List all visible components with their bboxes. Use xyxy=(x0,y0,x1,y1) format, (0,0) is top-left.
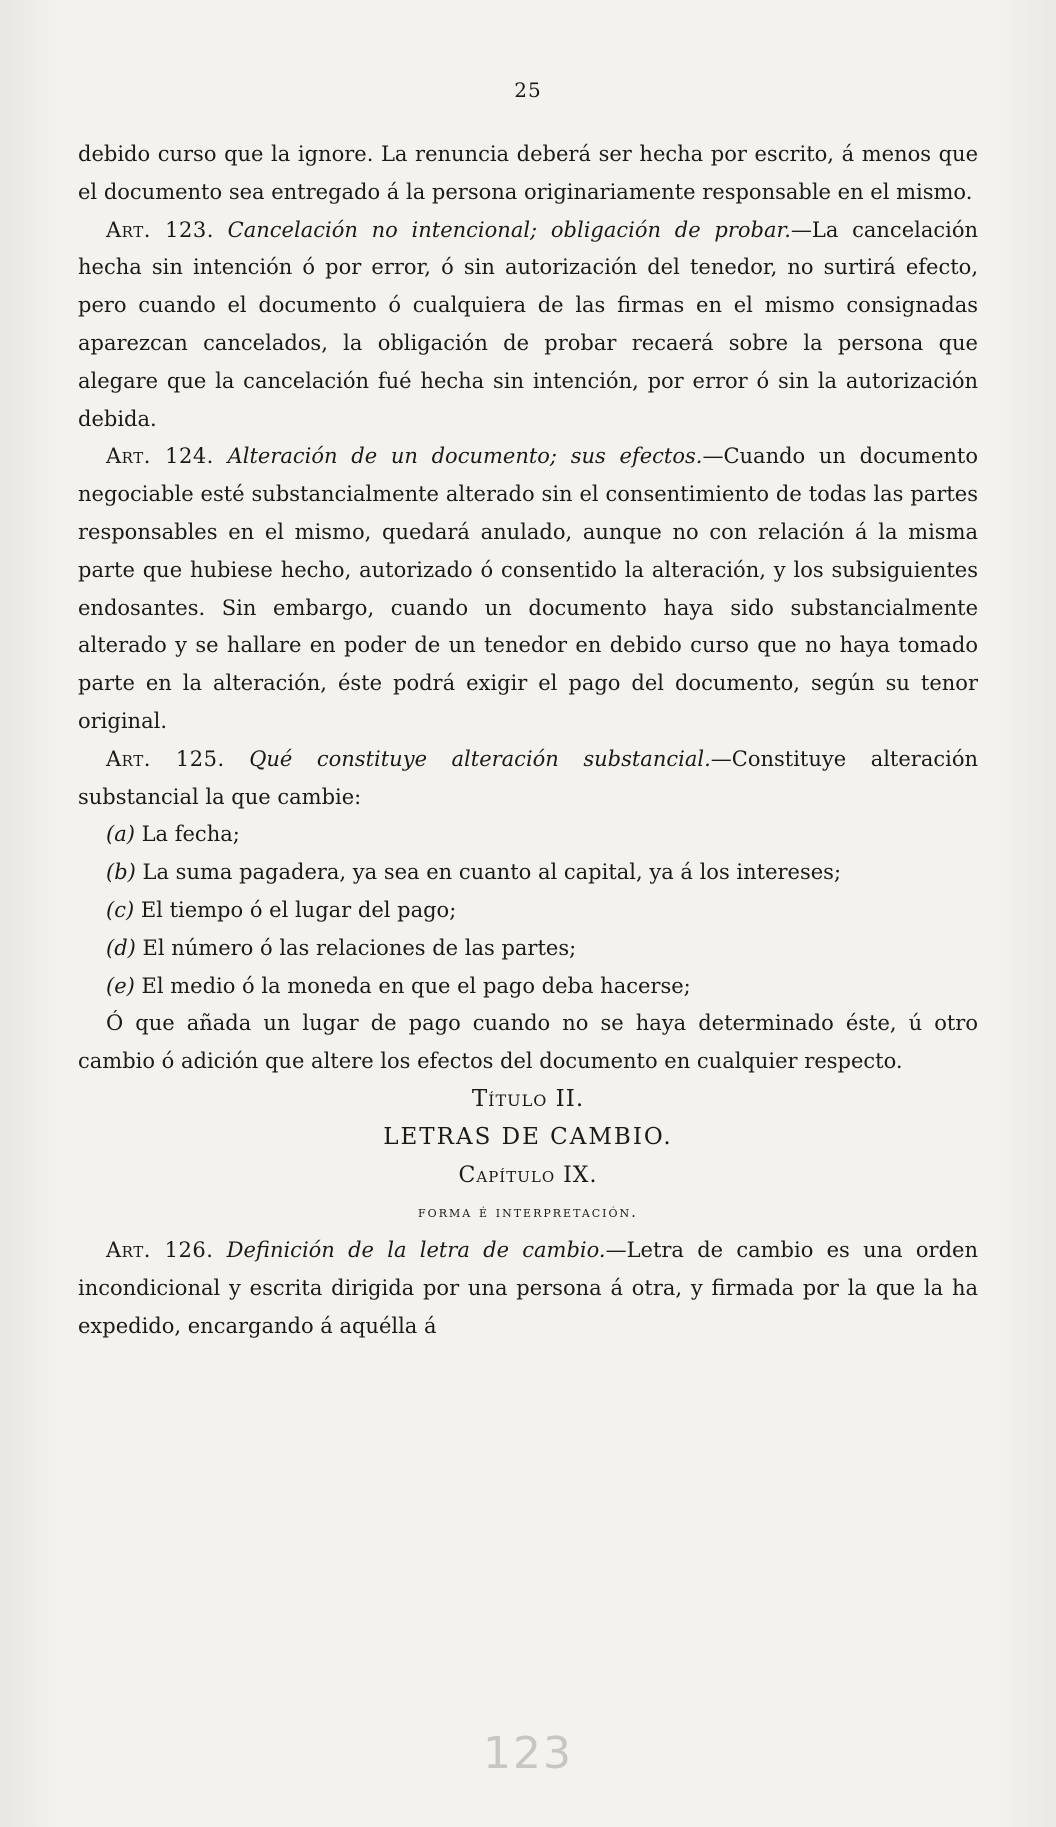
article-123 xyxy=(78,212,978,439)
page-number: 25 xyxy=(514,78,542,102)
list-item xyxy=(78,854,978,892)
list-item-text: El número ó las relaciones de las partes; xyxy=(142,935,577,960)
article-125-closing: Ó que añada un lugar de pago cuando no se haya determinado éste, ú otro cambio ó adición que altere los efectos del documento en cualquier respecto. xyxy=(78,1011,978,1074)
list-item-text: La fecha; xyxy=(141,822,240,847)
article-126-label: Art. 126. xyxy=(106,1238,214,1263)
list-item xyxy=(78,968,978,1006)
list-item-letter: (e) xyxy=(106,973,135,998)
list-item-letter: (a) xyxy=(106,822,135,847)
list-item xyxy=(78,816,978,854)
article-126-text: —Letra de cambio es una orden incondicional y escrita dirigida por una persona á otra, y firmada por la que la ha expedido, encargando á aquélla á xyxy=(78,1238,978,1338)
article-126-title: Definición de la letra de cambio. xyxy=(226,1238,606,1263)
article-125-title: Qué constituye alteración substancial. xyxy=(249,746,711,771)
list-item xyxy=(78,892,978,930)
article-125-label: Art. 125. xyxy=(106,746,225,771)
section-heading: LETRAS DE CAMBIO. xyxy=(383,1123,673,1150)
article-125 xyxy=(78,741,978,817)
list-item-text: El tiempo ó el lugar del pago; xyxy=(140,897,457,922)
list-item xyxy=(78,930,978,968)
intro-paragraph: debido curso que la ignore. La renuncia deberá ser hecha por escrito, á menos que el documento sea entregado á la persona originariamente responsable en el mismo. xyxy=(78,142,978,204)
list-item-letter: (c) xyxy=(106,897,135,922)
article-123-title: Cancelación no intencional; obligación de probar. xyxy=(227,217,791,242)
article-124-text: —Cuando un documento negociable esté substancialmente alterado sin el consentimiento de todas las partes responsables en el mismo, quedará anulado, aunque no con relación á la misma parte que hubiese hecho, autorizado ó consentido la alteración, y los subsiguientes endosantes. Sin embargo, cuando un documento haya sido substancialmente alterado y se hallare en poder de un tenedor en debido curso que no haya tomado parte en la alteración, éste podrá exigir el pago del documento, según su tenor original. xyxy=(78,444,978,733)
chapter-title: Capítulo IX. xyxy=(458,1162,598,1188)
list-item-letter: (b) xyxy=(106,860,136,885)
article-124-label: Art. 124. xyxy=(106,444,214,469)
article-126 xyxy=(78,1232,978,1345)
list-item-text: El medio ó la moneda en que el pago deba hacerse; xyxy=(141,973,691,998)
article-123-text: —La cancelación hecha sin intención ó por error, ó sin autorización del tenedor, no surtirá efecto, pero cuando el documento ó cualquiera de las firmas en el mismo consignadas aparezcan cancelados, la obligación de probar recaerá sobre la persona que alegare que la cancelación fué hecha sin intención, por error ó sin la autorización debida. xyxy=(78,217,979,431)
list-item-text: La suma pagadera, ya sea en cuanto al capital, ya á los intereses; xyxy=(142,860,842,885)
article-123-label: Art. 123. xyxy=(106,217,214,242)
list-item-letter: (d) xyxy=(106,935,136,960)
body-text xyxy=(78,136,978,1346)
stamp-number: 123 xyxy=(483,1728,573,1779)
article-125-text: —Constituye alteración substancial la que cambie: xyxy=(78,746,979,809)
chapter-subtitle: forma é interpretación. xyxy=(418,1203,638,1222)
section-title: Título II. xyxy=(471,1085,585,1112)
article-124-title: Alteración de un documento; sus efectos. xyxy=(227,444,703,469)
article-124 xyxy=(78,438,978,740)
